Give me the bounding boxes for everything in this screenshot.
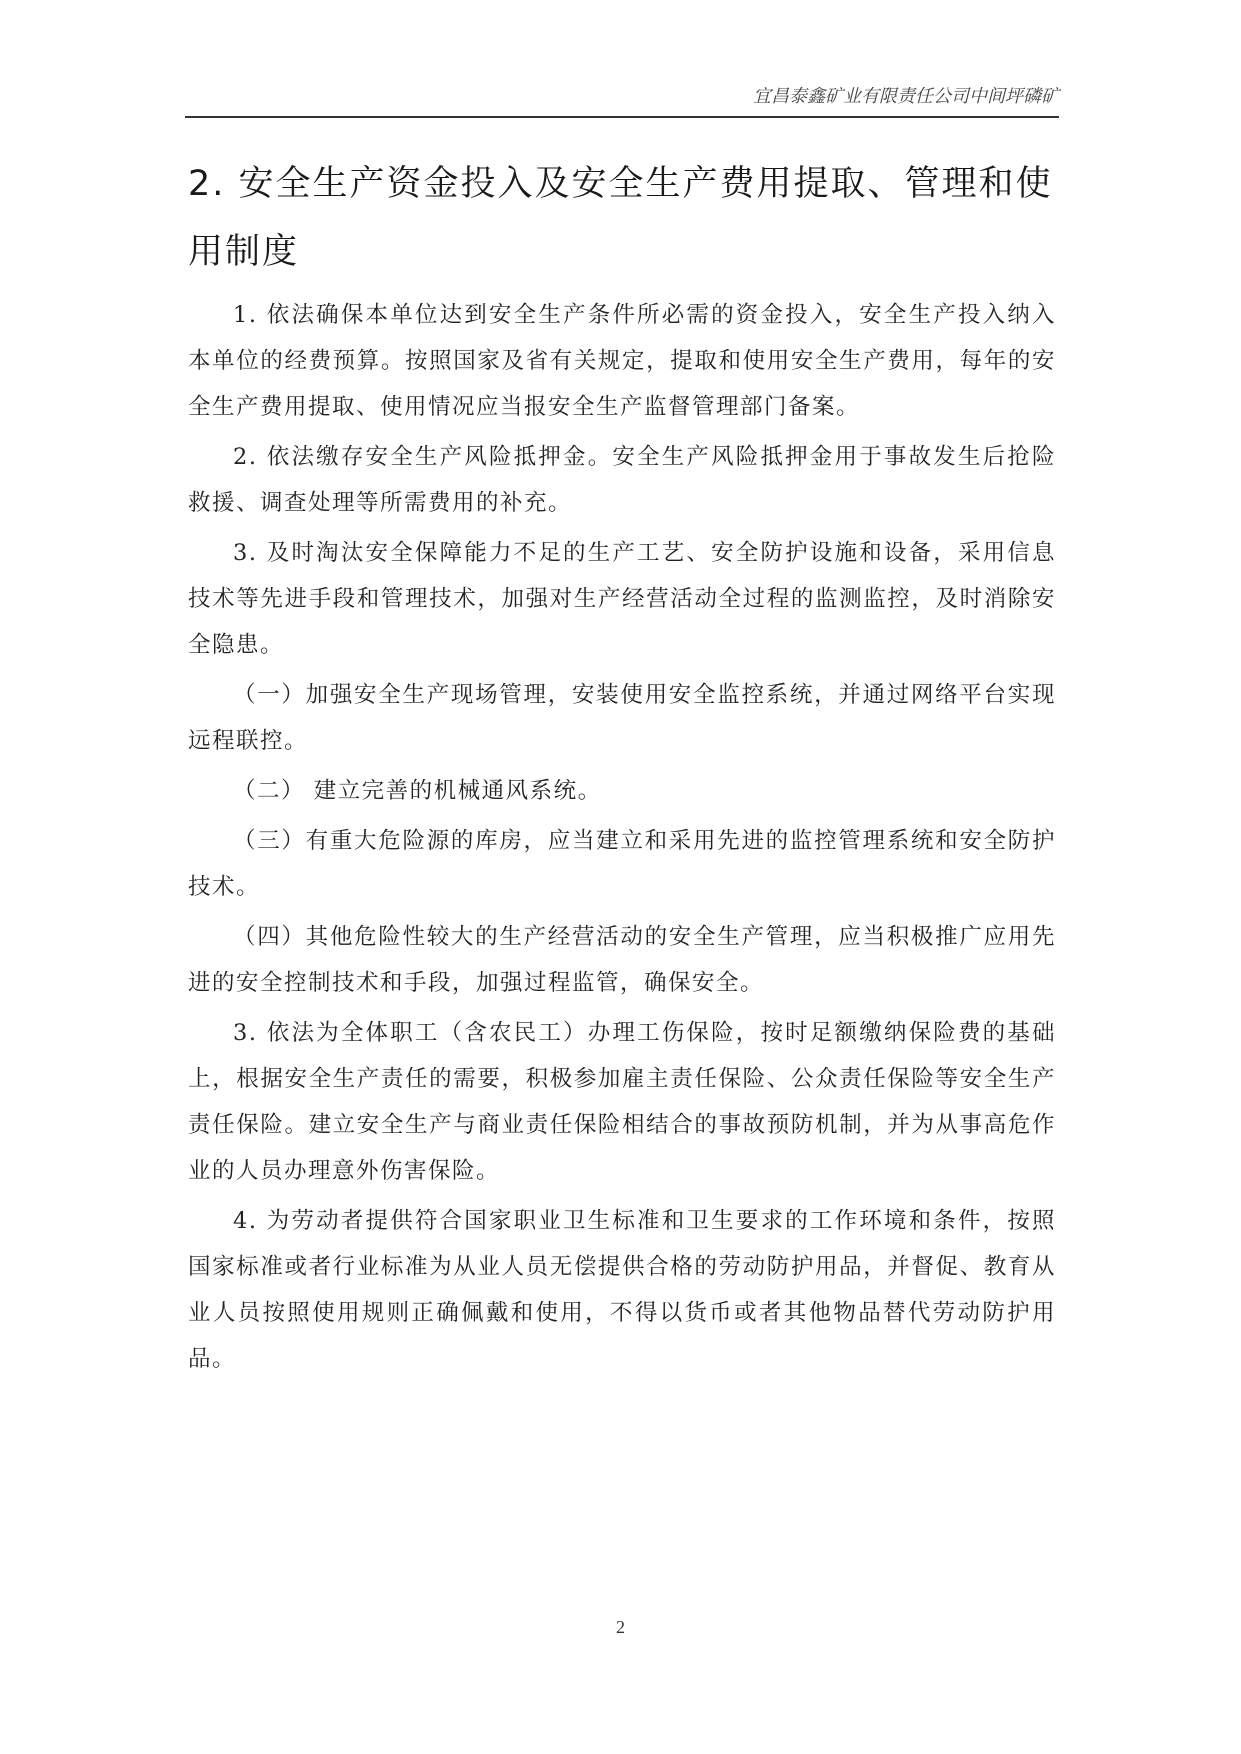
paragraph-2: 2. 依法缴存安全生产风险抵押金。安全生产风险抵押金用于事故发生后抢险救援、调查处理等所需费用的补充。: [188, 444, 1056, 516]
page-number: 2: [616, 1617, 625, 1637]
paragraph-item-3: （三）有重大危险源的库房，应当建立和采用先进的监控管理系统和安全防护技术。: [188, 828, 1056, 900]
paragraph-3: 3. 及时淘汰安全保障能力不足的生产工艺、安全防护设施和设备，采用信息技术等先进手段和管理技术，加强对生产经营活动全过程的监测监控，及时消除安全隐患。: [188, 540, 1056, 658]
paragraph-item-4: （四）其他危险性较大的生产经营活动的安全生产管理，应当积极推广应用先进的安全控制技术和手段，加强过程监管，确保安全。: [188, 924, 1056, 996]
header-company-name: 宜昌泰鑫矿业有限责任公司中间坪磷矿: [753, 86, 1059, 107]
document-body: [188, 292, 1056, 1382]
page-header: [185, 84, 1059, 118]
paragraph-item-2: （二） 建立完善的机械通风系统。: [233, 778, 602, 804]
paragraph-4: 3. 依法为全体职工（含农民工）办理工伤保险，按时足额缴纳保险费的基础上，根据安全生产责任的需要，积极参加雇主责任保险、公众责任保险等安全生产责任保险。建立安全生产与商业责任保险相结合的事故预防机制，并为从事高危作业的人员办理意外伤害保险。: [188, 1020, 1056, 1184]
paragraph-5: 4. 为劳动者提供符合国家职业卫生标准和卫生要求的工作环境和条件，按照国家标准或者行业标准为从业人员无偿提供合格的劳动防护用品，并督促、教育从业人员按照使用规则正确佩戴和使用，不得以货币或者其他物品替代劳动防护用品。: [188, 1208, 1056, 1372]
section-title: 2. 安全生产资金投入及安全生产费用提取、管理和使用制度: [188, 164, 1053, 272]
paragraph-1: 1. 依法确保本单位达到安全生产条件所必需的资金投入，安全生产投入纳入本单位的经费预算。按照国家及省有关规定，提取和使用安全生产费用，每年的安全生产费用提取、使用情况应当报安全生产监督管理部门备案。: [188, 302, 1056, 420]
paragraph-item-1: （一）加强安全生产现场管理，安装使用安全监控系统，并通过网络平台实现远程联控。: [188, 682, 1056, 754]
